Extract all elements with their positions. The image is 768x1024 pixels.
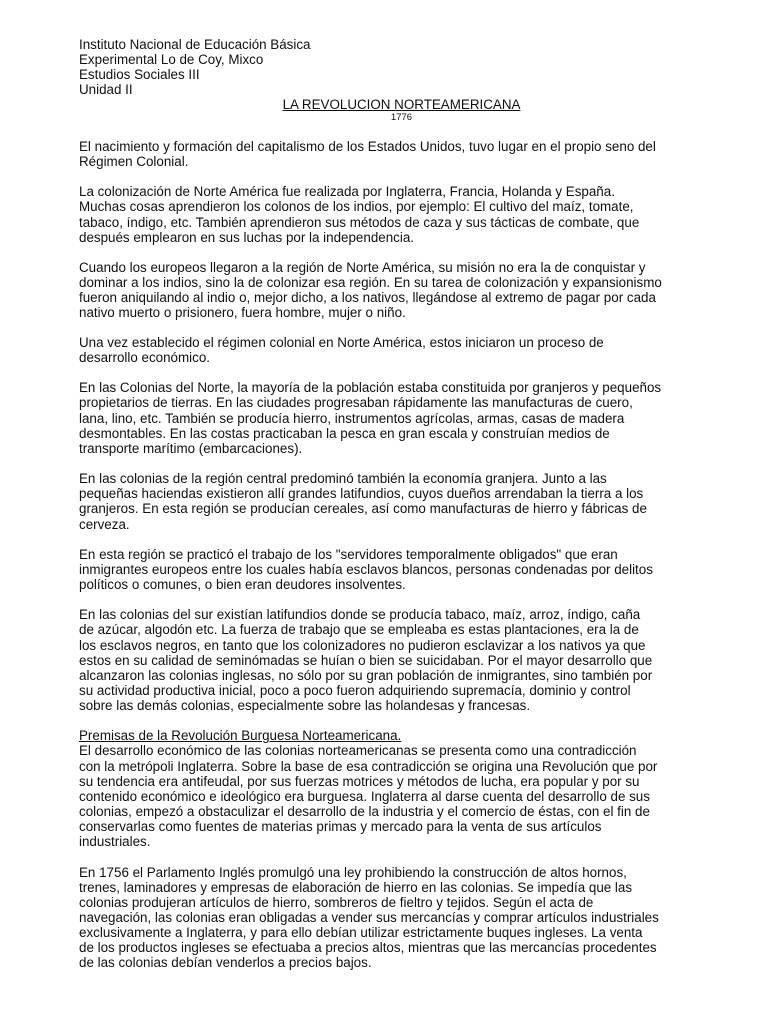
paragraph-line: En las colonias de la región central predominó también la economía granjera. Junto a las — [79, 471, 607, 486]
paragraph-line: sobre las demás colonias, especialmente sobre las holandesas y francesas. — [79, 698, 531, 713]
document-year: 1776 — [390, 112, 413, 123]
paragraph-line: En esta región se practicó el trabajo de los "servidores temporalmente obligados" que eran — [79, 547, 618, 562]
paragraph-line: con la metrópoli Inglaterra. Sobre la base de esa contradicción se origina una Revolución que por — [79, 759, 658, 774]
paragraph-line: inmigrantes europeos entre los cuales había esclavos blancos, personas condenadas por delitos — [79, 562, 653, 577]
paragraph-line: navegación, las colonias eran obligadas a vender sus mercancías y comprar artículos industriales — [79, 910, 659, 925]
paragraph-line: dominar a los indios, sino la de colonizar esa región. En su tarea de colonización y expansionismo — [79, 275, 662, 290]
paragraph-line: Una vez establecido el régimen colonial en Norte América, estos iniciaron un proceso de — [79, 335, 604, 350]
paragraph-line: propietarios de tierras. En las ciudades progresaban rápidamente las manufacturas de cuero, — [79, 395, 633, 410]
paragraph-line: desarrollo económico. — [79, 350, 210, 365]
section-heading: Premisas de la Revolución Burguesa Norteamericana. — [79, 728, 402, 743]
paragraph-line: colonias, empezó a obstaculizar el desarrollo de la industria y el comercio de éstas, con el fin de — [79, 804, 650, 819]
paragraph-line: su actividad productiva inicial, poco a poco fueron adquiriendo supremacía, dominio y control — [79, 683, 631, 698]
paragraph-line: Muchas cosas aprendieron los colonos de los indios, por ejemplo: El cultivo del maíz, tomate, — [79, 199, 634, 214]
paragraph-line: exclusivamente a Inglaterra, y para ello debían utilizar estrictamente buques ingleses. La venta — [79, 925, 643, 940]
paragraph-line: transporte marítimo (embarcaciones). — [79, 441, 303, 456]
paragraph-line: de las colonias debían venderlos a precios bajos. — [79, 955, 372, 970]
document-title: LA REVOLUCION NORTEAMERICANA — [282, 97, 521, 112]
paragraph-line: En las colonias del sur existían latifundios donde se producía tabaco, maíz, arroz, índigo, caña — [79, 607, 641, 622]
paragraph-line: políticos o comunes, o bien eran deudores insolventes. — [79, 577, 406, 592]
paragraph-line: tabaco, índigo, etc. También aprendieron sus métodos de caza y sus tácticas de combate, que — [79, 215, 640, 230]
institution-location: Experimental Lo de Coy, Mixco — [79, 52, 264, 67]
paragraph-line: pequeñas haciendas existieron allí grandes latifundios, cuyos dueños arrendaban la tierra a los — [79, 486, 644, 501]
paragraph-line: los esclavos negros, en tanto que los colonizadores no pudieron esclavizar a los nativos ya que — [79, 638, 646, 653]
paragraph-line: de azúcar, algodón etc. La fuerza de trabajo que se empleaba es estas plantaciones, era la de — [79, 622, 639, 637]
paragraph-line: colonias produjeran artículos de hierro, sombreros de fieltro y tejidos. Según el acta de — [79, 895, 594, 910]
paragraph-line: cerveza. — [79, 517, 130, 532]
paragraph-line: Régimen Colonial. — [79, 154, 189, 169]
paragraph-line: contenido económico e ideológico era burguesa. Inglaterra al darse cuenta del desarrollo de sus — [79, 789, 650, 804]
paragraph-line: conservarlas como fuentes de materias primas y mercado para la venta de sus artículos — [79, 819, 602, 834]
paragraph-line: su tendencia era antifeudal, por sus fuerzas motrices y métodos de lucha, era popular y por su — [79, 774, 640, 789]
paragraph-line: después emplearon en sus luchas por la independencia. — [79, 230, 414, 245]
paragraph-line: granjeros. En esta región se producían cereales, así como manufacturas de hierro y fábricas de — [79, 501, 647, 516]
paragraph-line: En 1756 el Parlamento Inglés promulgó una ley prohibiendo la construcción de altos hornos, — [79, 865, 627, 880]
institution-name: Instituto Nacional de Educación Básica — [79, 37, 311, 52]
paragraph-line: El desarrollo económico de las colonias norteamericanas se presenta como una contradicción — [79, 743, 637, 758]
paragraph-line: estos en su calidad de seminómadas se huían o bien se suicidaban. Por el mayor desarrollo que — [79, 653, 653, 668]
paragraph-line: En las Colonias del Norte, la mayoría de la población estaba constituida por granjeros y pequeños — [79, 380, 662, 395]
paragraph-line: La colonización de Norte América fue realizada por Inglaterra, Francia, Holanda y España. — [79, 184, 615, 199]
unit-label: Unidad II — [79, 82, 133, 97]
paragraph-line: Cuando los europeos llegaron a la región de Norte América, su misión no era la de conquistar y — [79, 260, 646, 275]
paragraph-line: desmontables. En las costas practicaban la pesca en gran escala y construían medios de — [79, 426, 610, 441]
paragraph-line: fueron aniquilando al indio o, mejor dicho, a los nativos, llegándose al extremo de pagar por cada — [79, 290, 656, 305]
paragraph-line: de los productos ingleses se efectuaba a precios altos, mientras que las mercancías procedentes — [79, 940, 657, 955]
paragraph-line: nativo muerto o prisionero, fuera hombre, mujer o niño. — [79, 305, 406, 320]
paragraph-line: lana, lino, etc. También se producía hierro, instrumentos agrícolas, armas, casas de madera — [79, 411, 625, 426]
paragraph-line: trenes, laminadores y empresas de elaboración de hierro en las colonias. Se impedía que las — [79, 880, 633, 895]
course-name: Estudios Sociales III — [79, 67, 200, 82]
paragraph-line: industriales. — [79, 834, 151, 849]
paragraph-line: El nacimiento y formación del capitalismo de los Estados Unidos, tuvo lugar en el propio seno del — [79, 139, 656, 154]
paragraph-line: alcanzaron las colonias inglesas, no sólo por su gran población de inmigrantes, sino también por — [79, 668, 653, 683]
